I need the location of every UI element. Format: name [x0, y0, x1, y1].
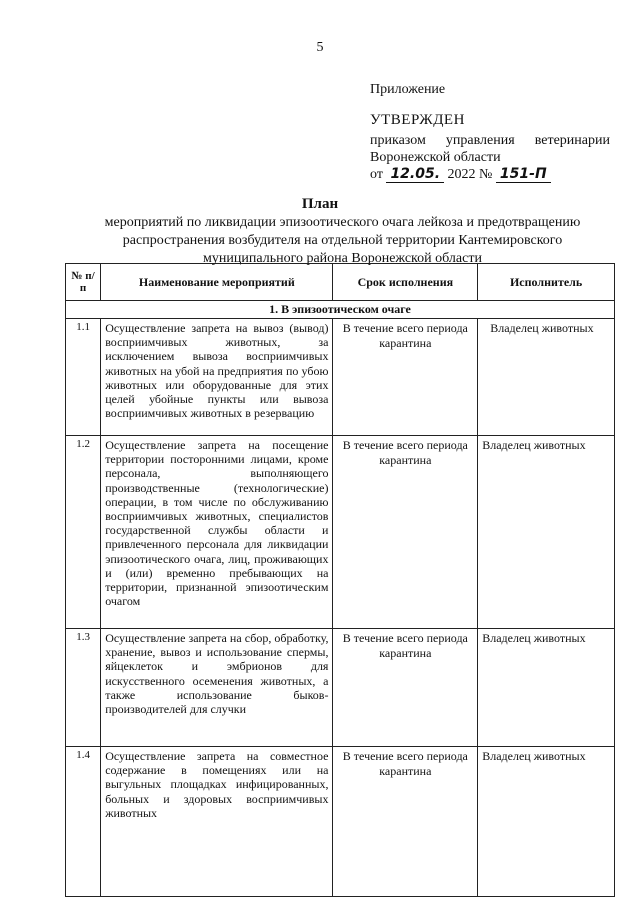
executor-text: Владелец животных	[482, 438, 586, 452]
row-measure: Осуществление запрета на вывоз (вывод) восприимчивых животных, за исключением вывоза восприимчивых животных на убой на предприятия по убою животных или оборудованные для этих целей убойные пункты или вывоза восприимчивых животных в резервацию	[101, 319, 333, 436]
table-row	[66, 629, 615, 747]
row-measure: Осуществление запрета на совместное содержание в помещениях или на выгульных площадках инфицированных, больных и здоровых восприимчивых животных	[101, 747, 333, 897]
measures-table	[65, 263, 615, 897]
row-executor	[478, 747, 615, 897]
row-num: 1.4	[66, 747, 101, 897]
header-term: Срок исполнения	[333, 264, 478, 301]
order-line-2: Воронежской области	[370, 150, 501, 165]
table-header-row	[66, 264, 615, 301]
order-word-1: приказом	[370, 133, 426, 148]
appendix-label: Приложение	[370, 82, 446, 97]
header-measure: Наименование мероприятий	[101, 264, 333, 301]
row-term: В течение всего периода карантина	[333, 747, 478, 897]
row-executor	[478, 319, 615, 436]
header-executor: Исполнитель	[478, 264, 615, 301]
row-num: 1.3	[66, 629, 101, 747]
executor-text: Владелец животных	[482, 631, 586, 645]
order-word-3: ветеринарии	[534, 133, 610, 148]
handwritten-number: 151-П	[496, 166, 551, 183]
row-measure: Осуществление запрета на посещение территории посторонними лицами, кроме персонала, выполняющего производственные (технологические) операции, в том числе по обслуживанию восприимчивых животных, специалистов государственной службы области и привлеченного персонала для ликвидации эпизоотического очага, лиц, проживающих и (или) временно пребывающих на территории, признанной эпизоотическим очагом	[101, 436, 333, 629]
handwritten-date: 12.05.	[386, 166, 444, 183]
executor-text: Владелец животных	[482, 749, 586, 763]
executor-text: Владелец животных	[490, 321, 594, 335]
order-year: 2022	[447, 167, 476, 182]
date-prefix: от	[370, 167, 383, 182]
row-term: В течение всего периода карантина	[333, 319, 478, 436]
table-row	[66, 319, 615, 436]
approved-label: УТВЕРЖДЕН	[370, 112, 465, 128]
order-date-line	[370, 166, 551, 183]
document-subtitle: мероприятий по ликвидации эпизоотического очага лейкоза и предотвращению распространения возбудителя на отдельной территории Кантемировского муниципального района Воронежской области	[104, 215, 581, 266]
row-measure: Осуществление запрета на сбор, обработку, хранение, вывоз и использование спермы, яйцеклеток и эмбрионов для искусственного осеменения животных, а также использование быков-производителей для случки	[101, 629, 333, 747]
page-number: 5	[316, 40, 324, 55]
section-title: 1. В эпизоотическом очаге	[66, 301, 615, 319]
row-executor	[478, 436, 615, 629]
order-reference	[370, 132, 610, 166]
table-row	[66, 436, 615, 629]
document-title: План	[301, 196, 339, 212]
header-num: № п/п	[66, 264, 101, 301]
number-sign: №	[479, 167, 493, 182]
row-term: В течение всего периода карантина	[333, 436, 478, 629]
order-word-2: управления	[445, 133, 515, 148]
section-row	[66, 301, 615, 319]
row-term: В течение всего периода карантина	[333, 629, 478, 747]
row-num: 1.2	[66, 436, 101, 629]
row-executor	[478, 629, 615, 747]
row-num: 1.1	[66, 319, 101, 436]
table-row	[66, 747, 615, 897]
